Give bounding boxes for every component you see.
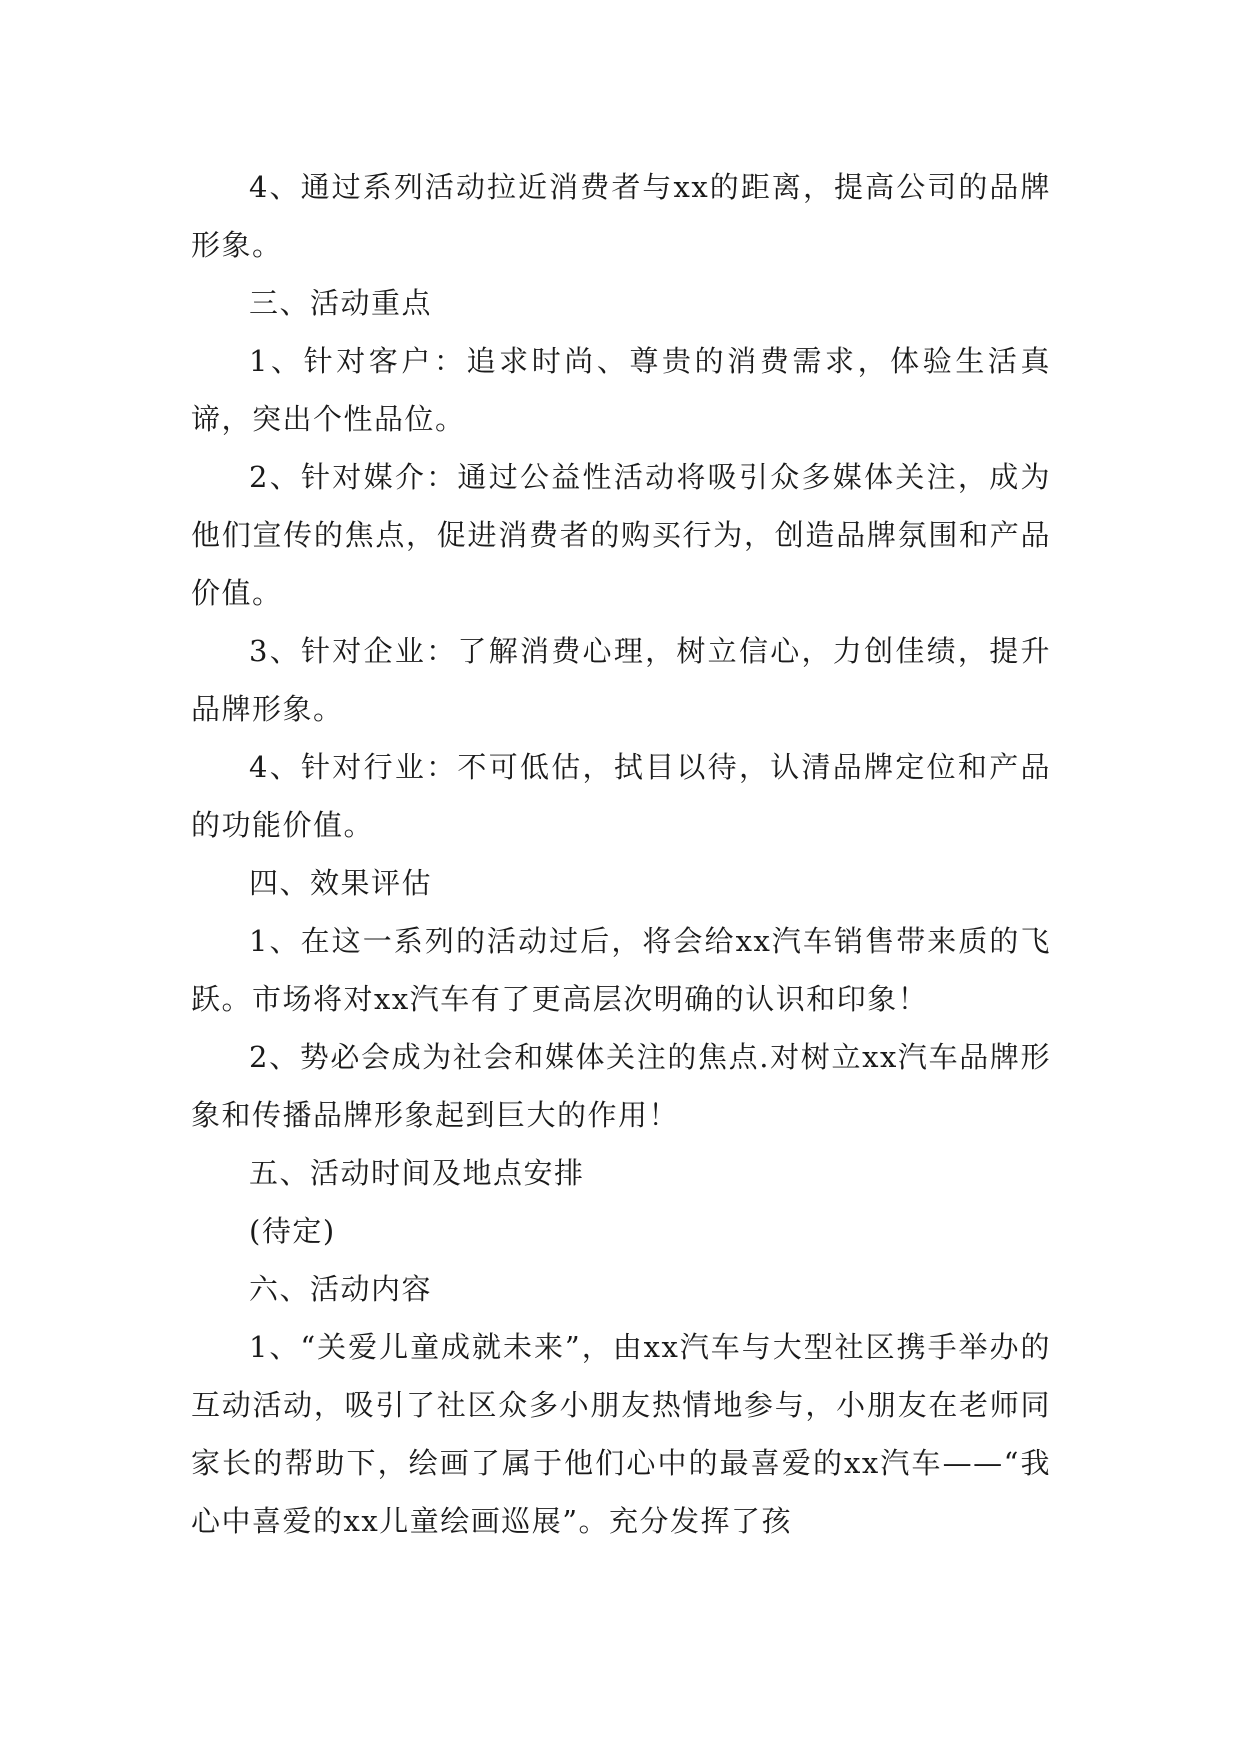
paragraph-children-activity: 1、“关爱儿童成就未来”，由xx汽车与大型社区携手举办的互动活动，吸引了社区众多小朋友热情地参与，小朋友在老师同家长的帮助下，绘画了属于他们心中的最喜爱的xx汽车——“我心中喜爱的xx儿童绘画巡展”。充分发挥了孩 [191,1330,1051,1538]
paragraph-tbd: (待定) [249,1214,336,1248]
paragraph-enterprise: 3、针对企业：了解消费心理，树立信心，力创佳绩，提升品牌形象。 [191,634,1051,726]
paragraph-customers: 1、针对客户：追求时尚、尊贵的消费需求，体验生活真谛，突出个性品位。 [191,344,1051,436]
paragraph-sales-leap: 1、在这一系列的活动过后，将会给xx汽车销售带来质的飞跃。市场将对xx汽车有了更高层次明确的认识和印象！ [191,924,1051,1016]
paragraph-media: 2、针对媒介：通过公益性活动将吸引众多媒体关注，成为他们宣传的焦点，促进消费者的购买行为，创造品牌氛围和产品价值。 [191,460,1051,610]
document-body [191,158,1051,1550]
paragraph-industry: 4、针对行业：不可低估，拭目以待，认清品牌定位和产品的功能价值。 [191,750,1051,842]
section-heading-time-and-place: 五、活动时间及地点安排 [249,1156,585,1190]
section-heading-effect-evaluation: 四、效果评估 [249,866,433,900]
section-heading-activity-focus: 三、活动重点 [249,286,433,320]
paragraph-brand-image: 4、通过系列活动拉近消费者与xx的距离，提高公司的品牌形象。 [191,170,1051,262]
paragraph-focus-of-society: 2、势必会成为社会和媒体关注的焦点.对树立xx汽车品牌形象和传播品牌形象起到巨大的作用！ [191,1040,1051,1132]
section-heading-activity-content: 六、活动内容 [249,1272,433,1306]
